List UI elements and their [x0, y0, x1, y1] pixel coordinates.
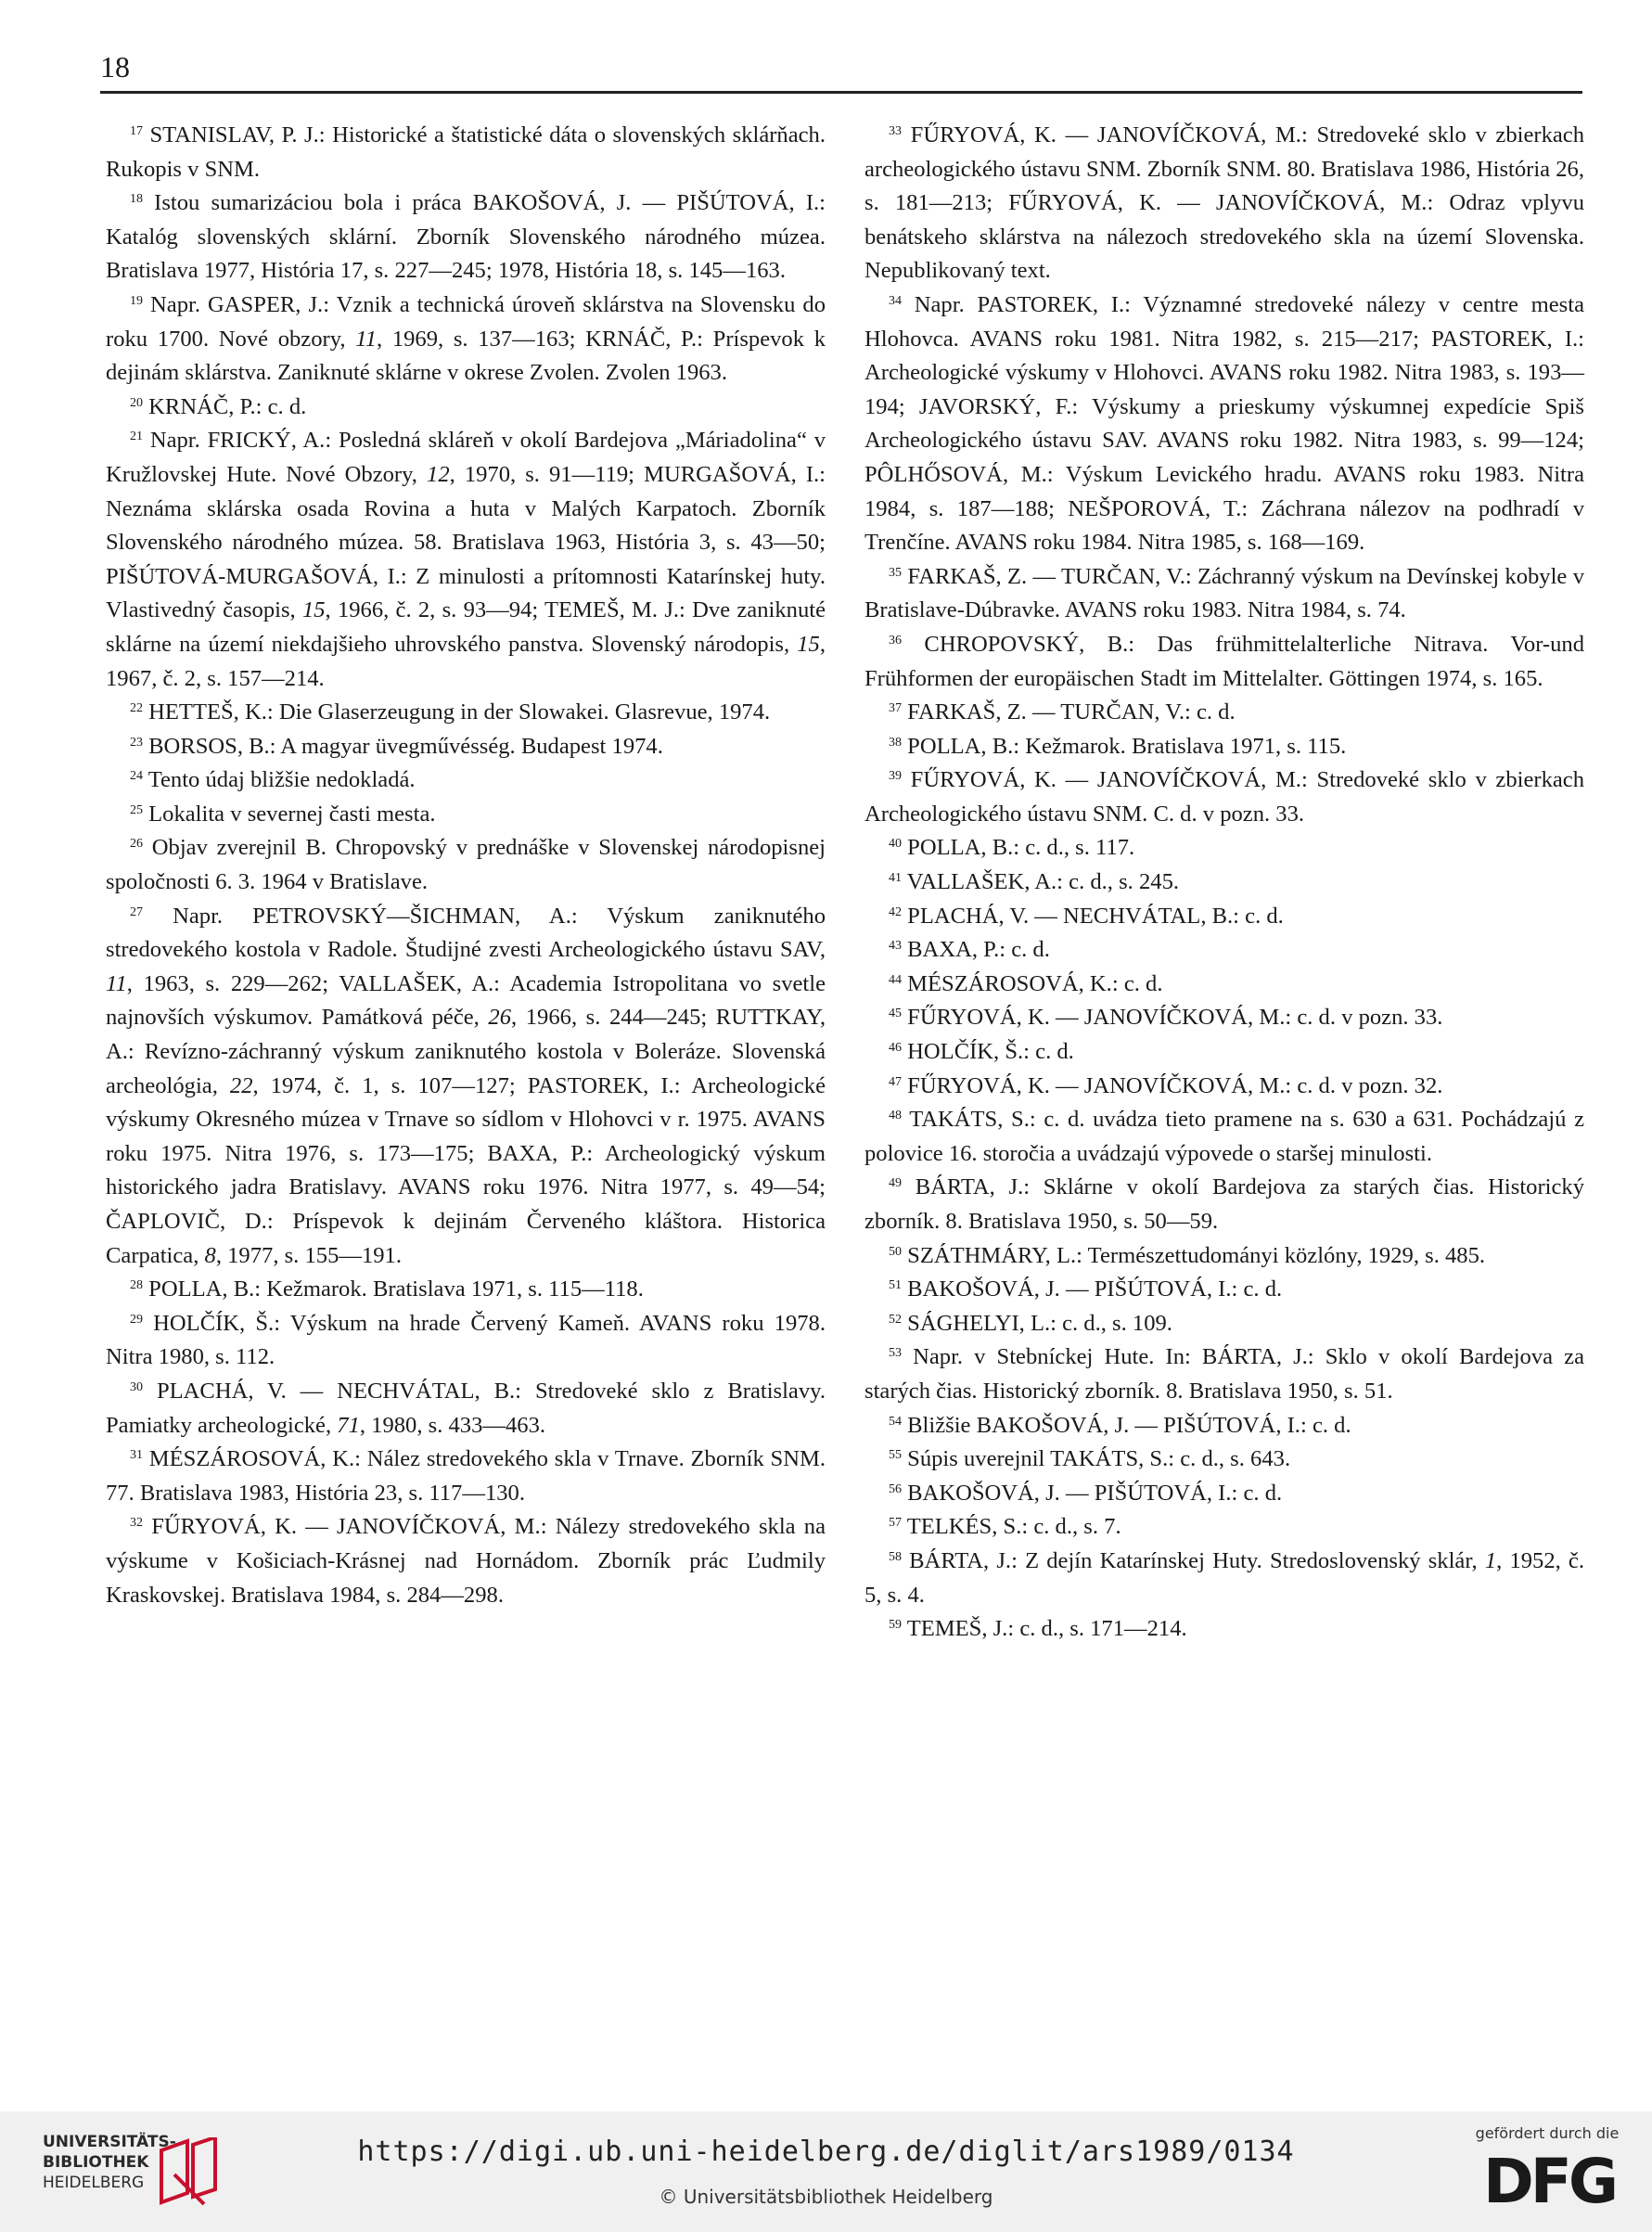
footnote — [106, 730, 826, 764]
footnote — [864, 289, 1584, 560]
footnote-number: 41 — [889, 871, 902, 886]
footnote — [864, 1307, 1584, 1341]
footnote — [864, 1477, 1584, 1511]
footnote-text: HETTEŠ, K.: Die Glaserzeugung in der Slowakei. Glasrevue, 1974. — [143, 699, 771, 725]
footnote — [106, 1273, 826, 1307]
footnote — [864, 933, 1584, 968]
footnote — [864, 1340, 1584, 1408]
footnote-number: 49 — [889, 1176, 902, 1191]
footnote-text: HOLČÍK, Š.: c. d. — [902, 1039, 1074, 1065]
footnote-text: PLACHÁ, V. — NECHVÁTAL, B.: Stredoveké sklo z Bratislavy. Pamiatky archeologické, 71, 1980, s. 433—463. — [106, 1378, 826, 1438]
footnote-number: 30 — [130, 1379, 143, 1394]
dfg-logo-text: DFG — [1482, 2150, 1616, 2210]
footnote-text: MÉSZÁROSOVÁ, K.: c. d. — [902, 970, 1163, 996]
footnote — [106, 1443, 826, 1510]
footnote-text: Napr. v Stebníckej Hute. In: BÁRTA, J.: Sklo v okolí Bardejova za starých čias. Historický zborník. 8. Bratislava 1950, s. 51. — [864, 1344, 1584, 1404]
footnote-number: 57 — [889, 1516, 902, 1531]
footnote-number: 28 — [130, 1278, 143, 1293]
dfg-logo-icon — [1471, 2150, 1627, 2210]
footnote — [864, 119, 1584, 289]
footnote-number: 47 — [889, 1074, 902, 1089]
footnote — [106, 900, 826, 1274]
footnote-number: 50 — [889, 1244, 902, 1259]
footnote — [106, 186, 826, 289]
footnote-number: 43 — [889, 939, 902, 954]
footnote-text: SZÁTHMÁRY, L.: Természettudományi közlóny, 1929, s. 485. — [902, 1242, 1486, 1268]
footnote-number: 29 — [130, 1312, 143, 1327]
footnote-text: FŰRYOVÁ, K. — JANOVÍČKOVÁ, M.: Stredoveké sklo v zbierkach Archeologického ústavu SNM. C. d. v pozn. 33. — [864, 767, 1584, 827]
footnote-column-left — [106, 119, 826, 1612]
footnote-text: BAKOŠOVÁ, J. — PIŠÚTOVÁ, I.: c. d. — [902, 1480, 1283, 1506]
footnote-text: BÁRTA, J.: Sklárne v okolí Bardejova za starých čias. Historický zborník. 8. Bratislava 1950, s. 50—59. — [864, 1174, 1584, 1234]
footnote-text: HOLČÍK, Š.: Výskum na hrade Červený Kameň. AVANS roku 1978. Nitra 1980, s. 112. — [106, 1310, 826, 1370]
footnote — [864, 763, 1584, 831]
footnote-text: Súpis uverejnil TAKÁTS, S.: c. d., s. 643. — [902, 1446, 1291, 1472]
footnote-number: 46 — [889, 1041, 902, 1056]
footnote-text: FŰRYOVÁ, K. — JANOVÍČKOVÁ, M.: c. d. v pozn. 33. — [902, 1005, 1443, 1031]
footnote-number: 54 — [889, 1414, 902, 1429]
footnote — [106, 1375, 826, 1443]
footnote-text: TELKÉS, S.: c. d., s. 7. — [902, 1514, 1121, 1540]
footnote-text: BÁRTA, J.: Z dejín Katarínskej Huty. Stredoslovenský sklár, 1, 1952, č. 5, s. 4. — [864, 1547, 1584, 1608]
footnote — [864, 900, 1584, 934]
footnote-text: FARKAŠ, Z. — TURČAN, V.: c. d. — [902, 699, 1236, 725]
footnote-text: PLACHÁ, V. — NECHVÁTAL, B.: c. d. — [902, 903, 1284, 929]
footnote — [106, 424, 826, 696]
footnote — [864, 831, 1584, 866]
footnote — [864, 696, 1584, 730]
footnote-text: BAKOŠOVÁ, J. — PIŠÚTOVÁ, I.: c. d. — [902, 1276, 1283, 1302]
footnote-text: VALLAŠEK, A.: c. d., s. 245. — [902, 869, 1180, 895]
footnote-number: 58 — [889, 1549, 902, 1564]
footnote-number: 17 — [130, 124, 143, 138]
footnote-number: 56 — [889, 1482, 902, 1496]
footnote-text: Napr. PETROVSKÝ—ŠICHMAN, A.: Výskum zaniknutého stredovekého kostola v Radole. Študijné zvesti Archeologického ústavu SAV, 11, 1963, s. 229—262; VALLAŠEK, A.: Academia Istropolitana vo svetle najnovších výskumov. Památková péče, 26, 1966, s. 244—245; RUTTKAY, A.: Revízno-záchranný výskum zaniknutého kostola v Boleráze. Slovenská archeológia, 22, 1974, č. 1, s. 107—127; PASTOREK, I.: Archeologické výskumy Okresného múzea v Trnave so sídlom v Hlohovci v r. 1975. AVANS roku 1975. Nitra 1976, s. 173—175; BAXA, P.: Archeologický výskum historického jadra Bratislavy. AVANS roku 1976. Nitra 1977, s. 49—54; ČAPLOVIČ, D.: Príspevok k dejinám Červeného kláštora. Historica Carpatica, 8, 1977, s. 155—191. — [106, 903, 826, 1268]
footnote-number: 59 — [889, 1618, 902, 1633]
footnote-text: POLLA, B.: Kežmarok. Bratislava 1971, s. 115—118. — [143, 1276, 644, 1302]
footnote-number: 39 — [889, 769, 902, 784]
footnote — [864, 730, 1584, 764]
footnote-number: 26 — [130, 837, 143, 852]
footnote-text: POLLA, B.: Kežmarok. Bratislava 1971, s. 115. — [902, 733, 1347, 759]
footnote — [864, 1443, 1584, 1477]
footnote-number: 48 — [889, 1109, 902, 1123]
footnote-text: BORSOS, B.: A magyar üvegművésség. Budapest 1974. — [143, 733, 663, 759]
footnote-text: FARKAŠ, Z. — TURČAN, V.: Záchranný výskum na Devínskej kobyle v Bratislave-Dúbravke. AVANS roku 1983. Nitra 1984, s. 74. — [864, 563, 1584, 623]
footnote — [864, 968, 1584, 1002]
footnote-number: 27 — [130, 904, 143, 919]
footnote-text: POLLA, B.: c. d., s. 117. — [902, 835, 1135, 861]
footnote — [864, 560, 1584, 628]
footnote-number: 22 — [130, 701, 143, 716]
footnote — [106, 831, 826, 899]
footnote-number: 36 — [889, 633, 902, 648]
footnote — [864, 1103, 1584, 1171]
footnote-number: 45 — [889, 1007, 902, 1021]
footnote-text: FŰRYOVÁ, K. — JANOVÍČKOVÁ, M.: c. d. v pozn. 32. — [902, 1072, 1443, 1098]
library-name-line-3: HEIDELBERG — [43, 2174, 145, 2192]
footnote — [864, 1545, 1584, 1612]
footnote-number: 51 — [889, 1278, 902, 1293]
footnote-text: Napr. GASPER, J.: Vznik a technická úroveň sklárstva na Slovensku do roku 1700. Nové obzory, 11, 1969, s. 137—163; KRNÁČ, P.: Príspevok k dejinám sklárstva. Zaniknuté sklárne v okrese Zvolen. Zvolen 1963. — [106, 291, 826, 386]
footnote — [106, 798, 826, 832]
footnote — [864, 628, 1584, 696]
footnote-number: 19 — [130, 293, 143, 308]
footnote-number: 38 — [889, 735, 902, 750]
footnote-number: 40 — [889, 837, 902, 852]
footnote — [106, 763, 826, 798]
header-rule — [100, 91, 1582, 94]
copyright-notice: © Universitätsbibliothek Heidelberg — [659, 2186, 993, 2208]
footnote-text: Tento údaj bližšie nedokladá. — [143, 767, 416, 793]
footnote-text: Bližšie BAKOŠOVÁ, J. — PIŠÚTOVÁ, I.: c. d. — [902, 1412, 1351, 1438]
footnote — [106, 391, 826, 425]
footnote-number: 25 — [130, 802, 143, 817]
footnote-text: KRNÁČ, P.: c. d. — [143, 393, 307, 419]
footnote-number: 34 — [889, 293, 902, 308]
footnote-text: Napr. FRICKÝ, A.: Posledná skláreň v okolí Bardejova „Máriadolina“ v Kružlovskej Hute. Nové Obzory, 12, 1970, s. 91—119; MURGAŠOVÁ, I.: Neznáma sklárska osada Rovina a huta v Malých Karpatoch. Zborník Slovenského národného múzea. 58. Bratislava 1963, História 3, s. 43—50; PIŠÚTOVÁ-MURGAŠOVÁ, I.: Z minulosti a prítomnosti Katarínskej huty. Vlastivedný časopis, 15, 1966, č. 2, s. 93—94; TEMEŠ, M. J.: Dve zaniknuté sklárne na území niekdajšieho uhrovského panstva. Slovenský národopis, 15, 1967, č. 2, s. 157—214. — [106, 428, 826, 691]
footnote-number: 37 — [889, 701, 902, 716]
footnote-number: 42 — [889, 904, 902, 919]
footnote — [106, 696, 826, 730]
footnote — [864, 1612, 1584, 1647]
footnote — [864, 1273, 1584, 1307]
funder-label: gefördert durch die — [1475, 2124, 1620, 2142]
footnote — [864, 866, 1584, 900]
footnote — [864, 1070, 1584, 1104]
footnote-number: 52 — [889, 1312, 902, 1327]
footer-bar — [0, 2111, 1652, 2232]
footnote-number: 32 — [130, 1516, 143, 1531]
footnote-text: FŰRYOVÁ, K. — JANOVÍČKOVÁ, M.: Stredoveké sklo v zbierkach archeologického ústavu SNM. Zborník SNM. 80. Bratislava 1986, História 26, s. 181—213; FŰRYOVÁ, K. — JANOVÍČKOVÁ, M.: Odraz vplyvu benátskeho sklárstva na nálezoch stredovekého skla na území Slovenska. Nepublikovaný text. — [864, 122, 1584, 284]
footnote — [864, 1239, 1584, 1274]
document-url-link[interactable]: https://digi.ub.uni-heidelberg.de/diglit/ars1989/0134 — [357, 2136, 1295, 2168]
footnote-number: 53 — [889, 1346, 902, 1361]
footnote-number: 18 — [130, 192, 143, 207]
footnote-text: Istou sumarizáciou bola i práca BAKOŠOVÁ, J. — PIŠÚTOVÁ, I.: Katalóg slovenských sklární. Zborník Slovenského národného múzea. Bratislava 1977, História 17, s. 227—245; 1978, História 18, s. 145—163. — [106, 190, 826, 284]
footnote-number: 35 — [889, 565, 902, 580]
footnote-column-right — [864, 119, 1584, 1647]
footnote — [864, 1171, 1584, 1238]
footnote-text: FŰRYOVÁ, K. — JANOVÍČKOVÁ, M.: Nálezy stredovekého skla na výskume v Košiciach-Krásnej nad Hornádom. Zborník prác Ľudmily Kraskovskej. Bratislava 1984, s. 284—298. — [106, 1514, 826, 1608]
footnote-text: BAXA, P.: c. d. — [902, 937, 1050, 963]
footnote — [864, 1510, 1584, 1545]
footnote — [106, 1307, 826, 1375]
footnote-number: 20 — [130, 395, 143, 410]
footnote-text: STANISLAV, P. J.: Historické a štatistické dáta o slovenských sklárňach. Rukopis v SNM. — [106, 122, 826, 182]
footnote-number: 55 — [889, 1448, 902, 1463]
footnote — [106, 119, 826, 186]
footnote — [106, 1510, 826, 1612]
footnote-text: TAKÁTS, S.: c. d. uvádza tieto pramene na s. 630 a 631. Pochádzajú z polovice 16. storočia a uvádzajú výpovede o staršej minulosti. — [864, 1107, 1584, 1166]
footnote — [106, 289, 826, 391]
footnote — [864, 1001, 1584, 1035]
footnote-number: 21 — [130, 430, 143, 444]
footnote-text: SÁGHELYI, L.: c. d., s. 109. — [902, 1310, 1172, 1336]
footnote-text: TEMEŠ, J.: c. d., s. 171—214. — [902, 1616, 1187, 1642]
footnote-text: Objav zverejnil B. Chropovský v prednáške v Slovenskej národopisnej spoločnosti 6. 3. 1964 v Bratislave. — [106, 835, 826, 895]
footnote-text: MÉSZÁROSOVÁ, K.: Nález stredovekého skla v Trnave. Zborník SNM. 77. Bratislava 1983, História 23, s. 117—130. — [106, 1446, 826, 1506]
footnote — [864, 1035, 1584, 1070]
library-name-line-1: UNIVERSITÄTS- — [43, 2133, 176, 2151]
footnote-number: 23 — [130, 735, 143, 750]
footnote-number: 44 — [889, 972, 902, 987]
footnote-number: 24 — [130, 769, 143, 784]
footnote-number: 33 — [889, 124, 902, 138]
footnote-text: Lokalita v severnej časti mesta. — [143, 801, 436, 827]
footnote-text: CHROPOVSKÝ, B.: Das frühmittelalterliche Nitrava. Vor-und Frühformen der europäischen Stadt im Mittelalter. Göttingen 1974, s. 165. — [864, 631, 1584, 691]
page-number: 18 — [100, 50, 130, 83]
footnote-number: 31 — [130, 1448, 143, 1463]
footnote — [864, 1409, 1584, 1443]
footnote-text: Napr. PASTOREK, I.: Významné stredoveké nálezy v centre mesta Hlohovca. AVANS roku 1981. Nitra 1982, s. 215—217; PASTOREK, I.: Archeologické výskumy v Hlohovci. AVANS roku 1982. Nitra 1983, s. 193—194; JAVORSKÝ, F.: Výskumy a prieskumy výskumnej expedície Spiš Archeologického ústavu SAV. AVANS roku 1982. Nitra 1983, s. 99—124; PÔLHŐSOVÁ, M.: Výskum Levického hradu. AVANS roku 1983. Nitra 1984, s. 187—188; NEŠPOROVÁ, T.: Záchrana nálezov na podhradí v Trenčíne. AVANS roku 1984. Nitra 1985, s. 168—169. — [864, 291, 1584, 556]
library-name-line-2: BIBLIOTHEK — [43, 2153, 149, 2172]
